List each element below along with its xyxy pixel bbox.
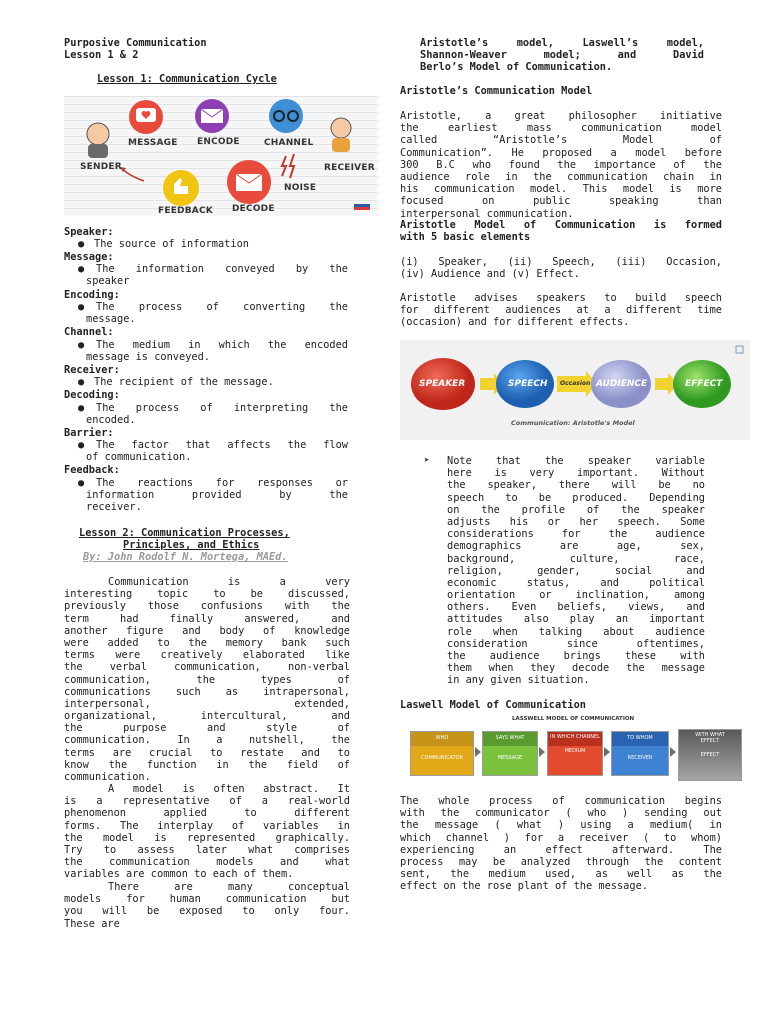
paragraph-line: process may be analyzed through the content — [400, 855, 722, 868]
paragraph-line: the earliest mass communication model — [400, 122, 722, 135]
paragraph-line: Aristotle Model of Communication is formed — [400, 219, 722, 231]
paragraph-line: them when they decode the message — [447, 662, 705, 675]
communication-cycle-figure — [64, 96, 378, 216]
def-decoding-cont: encoded. — [86, 414, 136, 426]
term-message: Message: — [64, 251, 114, 263]
cycle-label-encode: ENCODE — [197, 137, 240, 147]
paragraph-line: Shannon-Weaver model; and David — [420, 49, 704, 62]
lesson2-paragraph-3 — [64, 881, 350, 930]
bullet-icon: ● — [78, 263, 85, 275]
paragraph-line: (iv) Audience and (v) Effect. — [400, 268, 580, 281]
paragraph-line: role when talking about audience — [447, 625, 705, 638]
paragraph-line: interpersonal communication. — [400, 207, 574, 220]
def-line: The reactions for responses or — [96, 477, 348, 489]
paragraph-line: The whole process of communication begins — [400, 795, 722, 807]
laswell-col-bottom: MEDIUM — [564, 748, 586, 754]
aristotle-node-audience: AUDIENCE — [596, 379, 648, 389]
cycle-label-message: MESSAGE — [128, 138, 178, 148]
paragraph-line: economic status, and political — [447, 576, 705, 589]
laswell-col-who — [410, 731, 474, 776]
def-speaker: The source of information — [94, 238, 249, 250]
bullet-icon: ● — [78, 301, 85, 313]
lesson2-author: By: John Rodolf N. Mortega, MAEd. — [83, 551, 288, 563]
paragraph-line: speech to be produced. Depending — [447, 491, 705, 504]
term-feedback: Feedback: — [64, 464, 120, 476]
paragraph-line: is a representative of a real-world — [64, 795, 350, 808]
lesson2-paragraph-2 — [64, 783, 350, 881]
paragraph-line: here is very important. Without — [447, 467, 705, 480]
paragraph-line: attitudes also play an important — [447, 613, 705, 626]
paragraph-line: the verbal communication, non-verbal — [64, 661, 350, 674]
paragraph-line: orientation or inclination, among — [447, 589, 705, 602]
paragraph-line: 300 B.C who found the importance of the — [400, 158, 722, 171]
paragraph-line: know the function in the field of — [64, 758, 350, 771]
paragraph-line: Communication”. He proposed a model before — [400, 146, 722, 159]
lesson2-paragraph-1 — [64, 576, 350, 783]
paragraph-line: background, culture, race, — [447, 552, 705, 565]
paragraph-line: considerations for the audience — [447, 528, 705, 541]
arrow-icon — [604, 747, 610, 757]
laswell-diagram-title: LASSWELL MODEL OF COMMUNICATION — [512, 716, 635, 722]
paragraph-line: on the profile of the speaker — [447, 503, 705, 516]
paragraph-line: you will be exposed to only four. — [64, 905, 350, 918]
def-barrier-cont: of communication. — [86, 451, 192, 463]
paragraph-line: were added to the memory bank such — [64, 636, 350, 649]
laswell-col-top: WITH WHAT EFFECT — [695, 732, 725, 744]
cycle-label-sender: SENDER — [80, 162, 122, 172]
bullet-icon: ● — [78, 376, 85, 388]
paragraph-line: These are — [64, 917, 120, 930]
paragraph-line: audience role in the communication chain in — [400, 170, 722, 183]
paragraph-line: organizational, intercultural, and — [64, 710, 350, 723]
def-channel — [96, 339, 348, 351]
paragraph-line: communication. In a nutshell, the — [64, 734, 350, 747]
paragraph-line: terms are crucial to restate and to — [64, 746, 350, 759]
paragraph-line: Note that the speaker variable — [447, 455, 705, 467]
bullet-icon: ● — [78, 402, 85, 414]
paragraph-line: (occasion) and for different effects. — [400, 316, 630, 329]
paragraph-line: adjusts his or her speech. Some — [447, 515, 705, 528]
paragraph-line: experiencing an effect afterward. The — [400, 843, 722, 856]
bullet-icon: ● — [78, 238, 85, 250]
term-encoding: Encoding: — [64, 289, 120, 301]
aristotle-paragraph — [400, 110, 722, 220]
paragraph-line: consideration since oftentimes, — [447, 637, 705, 650]
paragraph-line: communications such as intrapersonal, — [64, 685, 350, 698]
def-decoding — [96, 402, 348, 414]
laswell-col-bottom: RECEIVER — [627, 755, 653, 761]
lesson2-title-line1: Lesson 2: Communication Processes, — [79, 527, 290, 539]
lesson1-title: Lesson 1: Communication Cycle — [97, 73, 277, 85]
def-message — [96, 263, 348, 275]
paragraph-line: the audience brings these with — [447, 650, 705, 662]
aristotle-caption: Communication: Aristotle's Model — [511, 419, 635, 427]
bullet-icon: ● — [78, 339, 85, 351]
paragraph-line: interpersonal, extended, — [64, 697, 350, 710]
aristotle-model-figure — [400, 340, 750, 440]
laswell-col-top: TO WHOM — [627, 735, 653, 741]
paragraph-line: the message ( what ) using a medium( in — [400, 819, 722, 832]
laswell-col-top: IN WHICH CHANNEL — [550, 734, 600, 740]
paragraph-line: the speaker, there will be no — [447, 479, 705, 492]
laswell-col-bottom: EFFECT — [700, 752, 720, 758]
paragraph-line: religion, gender, social and — [447, 564, 705, 577]
cycle-label-noise: NOISE — [284, 183, 317, 193]
paragraph-line: Aristotle, a great philosopher initiative — [400, 110, 722, 122]
def-line: information provided by the — [86, 489, 348, 501]
def-feedback — [96, 477, 348, 489]
paragraph-line: There are many conceptual — [108, 881, 350, 893]
laswell-col-says-what — [482, 731, 538, 776]
paragraph-line: with the communicator ( who ) sending out — [400, 807, 722, 820]
paragraph-line: variables are common to each of them. — [64, 868, 294, 881]
def-encoding — [96, 301, 348, 313]
arrow-icon — [475, 747, 481, 757]
elements-list — [400, 256, 722, 280]
def-encoding-cont: message. — [86, 313, 136, 325]
elements-heading — [400, 219, 722, 243]
paragraph-line: terms were creatively elaborated like — [64, 649, 350, 662]
paragraph-line: models for human communication but — [64, 893, 350, 906]
lesson2-title-line2: Principles, and Ethics — [123, 539, 260, 551]
aristotle-heading: Aristotle’s Communication Model — [400, 85, 593, 97]
def-feedback-cont — [86, 489, 348, 501]
term-barrier: Barrier: — [64, 427, 114, 439]
lesson-range: Lesson 1 & 2 — [64, 49, 139, 61]
def-line: The factor that affects the flow — [96, 439, 348, 451]
paragraph-line: forms. The interplay of variables in — [64, 819, 350, 832]
paragraph-line: demographics are age, sex, — [447, 540, 705, 553]
arrow-icon — [670, 747, 676, 757]
def-line: The process of interpreting the — [96, 402, 348, 414]
arrow-bullet-icon: ➤ — [424, 456, 430, 466]
advise-paragraph — [400, 292, 722, 329]
note-paragraph — [447, 455, 705, 687]
course-title: Purposive Communication — [64, 37, 207, 49]
def-line: The process of converting the — [96, 301, 348, 313]
paragraph-line: Communication is a very — [108, 576, 350, 588]
paragraph-line: (i) Speaker, (ii) Speech, (iii) Occasion, — [400, 256, 722, 268]
paragraph-line: communication, the types of — [64, 673, 350, 686]
aristotle-node-effect: EFFECT — [685, 379, 723, 389]
paragraph-line: with 5 basic elements — [400, 231, 531, 244]
laswell-col-top: WHO — [435, 735, 449, 741]
paragraph-line: others. Even beliefs, views, and — [447, 601, 705, 614]
term-speaker: Speaker: — [64, 226, 114, 238]
paragraph-line: Berlo’s Model of Communication. — [420, 61, 613, 74]
cycle-illustration — [64, 96, 378, 216]
laswell-paragraph — [400, 795, 722, 893]
paragraph-line: term had finally answered, and — [64, 612, 350, 625]
laswell-col-channel — [547, 731, 603, 776]
def-line: The medium in which the encoded — [96, 339, 348, 351]
laswell-col-to-whom — [611, 731, 669, 776]
paragraph-line: focused on public speaking than — [400, 195, 722, 208]
paragraph-line: communication. — [64, 771, 151, 783]
laswell-col-top: SAYS WHAT — [495, 735, 525, 741]
paragraph-line: interesting topic to be discussed, — [64, 588, 350, 601]
paragraph-line: another figure and body of knowledge — [64, 624, 350, 637]
paragraph-line: the communication models and what — [64, 856, 350, 869]
paragraph-line: effect on the rose plant of the message. — [400, 880, 648, 893]
def-channel-cont: message is conveyed. — [86, 351, 210, 363]
laswell-col-effect — [678, 729, 742, 781]
term-channel: Channel: — [64, 326, 114, 338]
laswell-col-bottom: COMMUNICATOR — [421, 755, 463, 761]
bullet-icon: ● — [78, 477, 85, 489]
term-decoding: Decoding: — [64, 389, 120, 401]
paragraph-line: the model is represented graphically. — [64, 831, 350, 844]
paragraph-line: A model is often abstract. It — [108, 783, 350, 795]
paragraph-line: sent, the medium used, as well as the — [400, 868, 722, 881]
paragraph-line: the purpose and style of — [64, 722, 350, 735]
paragraph-line: which channel ) for a receiver ( to whom) — [400, 831, 722, 844]
cycle-label-channel: CHANNEL — [264, 138, 314, 148]
laswell-col-bottom: MESSAGE — [497, 755, 523, 761]
models-heading — [420, 37, 704, 74]
aristotle-node-speech: SPEECH — [508, 379, 548, 389]
cycle-label-feedback: FEEDBACK — [158, 206, 213, 216]
term-receiver: Receiver: — [64, 364, 120, 376]
cycle-label-receiver: RECEIVER — [324, 163, 375, 173]
paragraph-line: Aristotle’s model, Laswell’s model, — [420, 37, 704, 49]
paragraph-line: for different audiences at a different time — [400, 304, 722, 317]
def-message-cont: speaker — [86, 275, 130, 287]
paragraph-line: called “Aristotle’s Model of — [400, 134, 722, 147]
paragraph-line: in any given situation. — [447, 674, 590, 687]
bullet-icon: ● — [78, 439, 85, 451]
arrow-icon — [539, 747, 545, 757]
aristotle-node-occasion: Occasion — [560, 380, 591, 387]
paragraph-line: previously those confusions with the — [64, 600, 350, 613]
aristotle-node-speaker: SPEAKER — [419, 379, 466, 389]
def-feedback-end: receiver. — [86, 501, 142, 513]
def-receiver: The recipient of the message. — [94, 376, 274, 388]
laswell-model-figure — [400, 714, 740, 794]
def-barrier — [96, 439, 348, 451]
def-line: The information conveyed by the — [96, 263, 348, 275]
paragraph-line: his communication model. This model is more — [400, 183, 722, 196]
paragraph-line: Try to assess later what comprises — [64, 843, 350, 856]
cycle-label-decode: DECODE — [232, 204, 275, 214]
paragraph-line: Aristotle advises speakers to build speech — [400, 292, 722, 304]
paragraph-line: phenomenon applied to different — [64, 807, 350, 820]
laswell-heading: Laswell Model of Communication — [400, 699, 586, 711]
